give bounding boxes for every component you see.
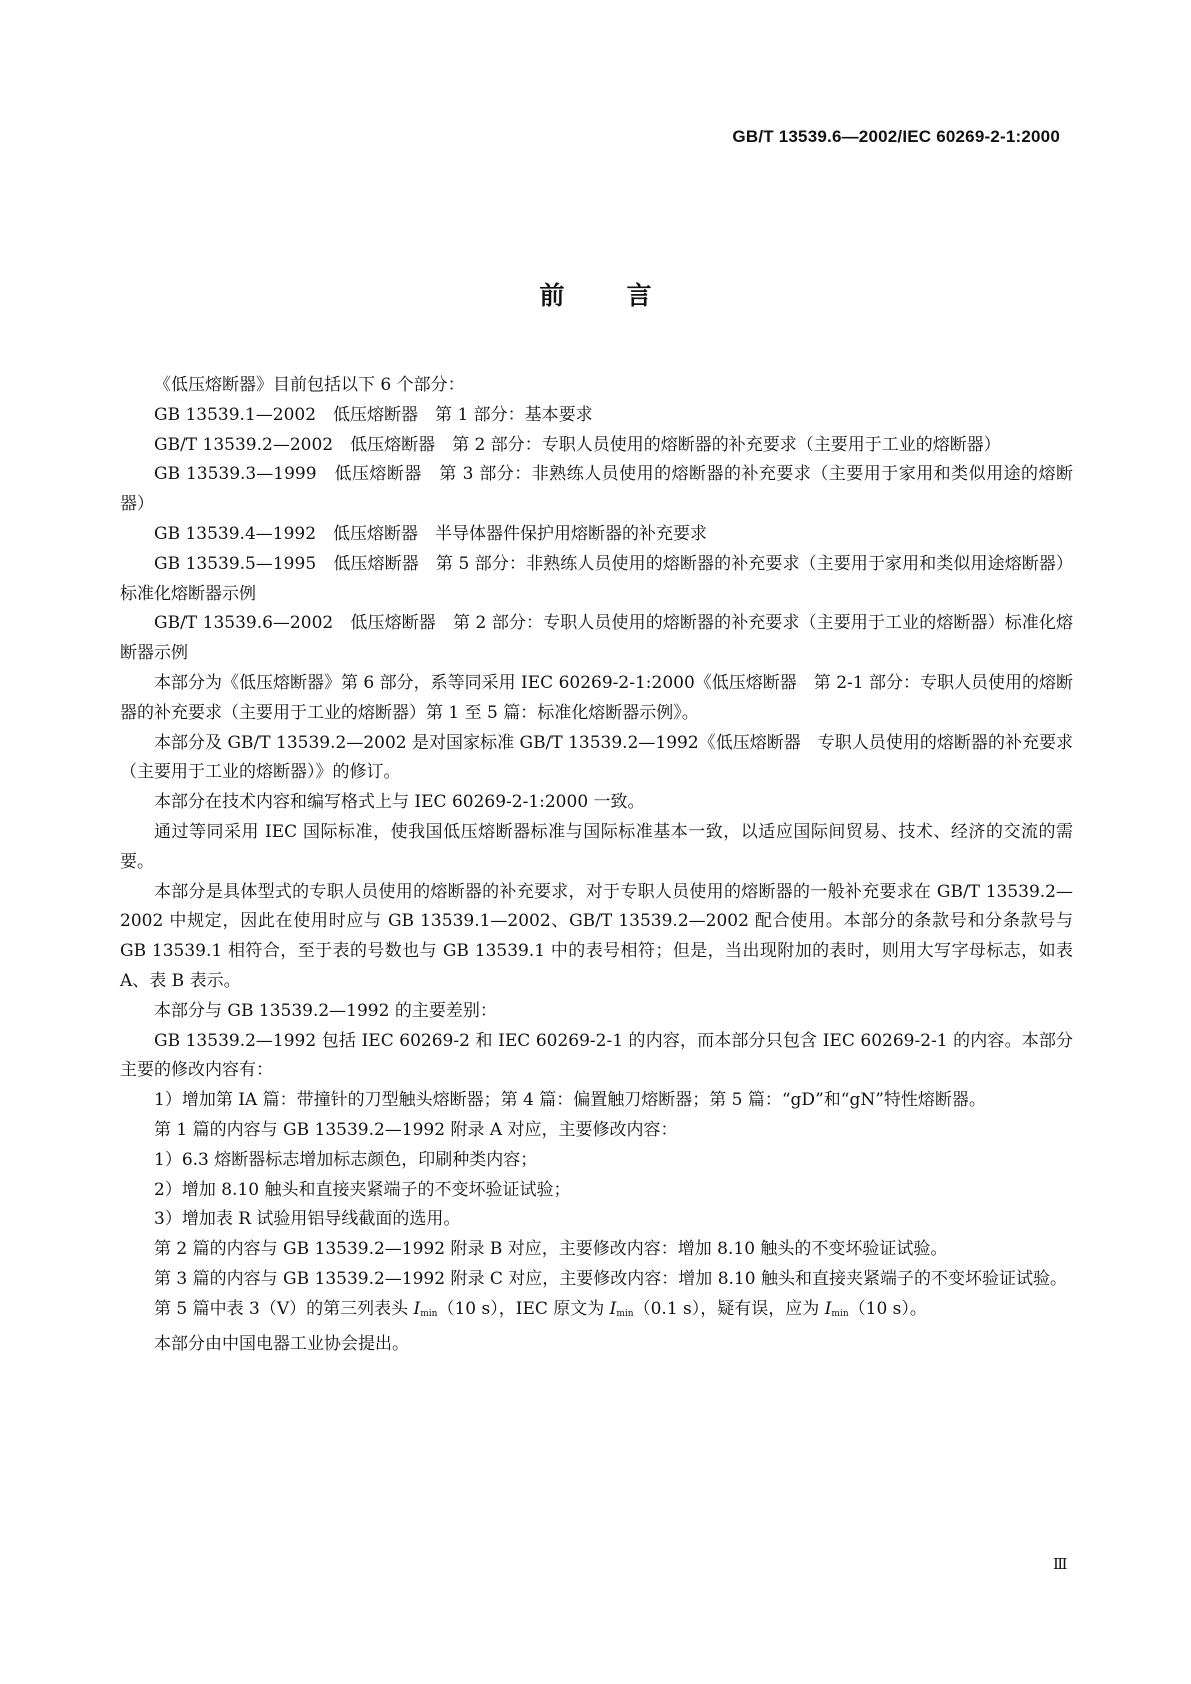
current-subscript: min bbox=[420, 1308, 438, 1319]
paragraph: 《低压熔断器》目前包括以下 6 个部分： bbox=[154, 375, 465, 395]
paragraph: 本部分是具体型式的专职人员使用的熔断器的补充要求，对于专职人员使用的熔断器的一般补充要求在 GB/T 13539.2—2002 中规定，因此在使用时应与 GB 13539.1—2002、GB/T 13539.2—2002 配合使用。本部分的条款号和分条款号与 GB 13539.1 相符合，至于表的号数也与 GB 13539.1 中的表号相符；但是，当出现附加的表时，则用大写字母标志，如表 A、表 B 表示。 bbox=[120, 881, 1073, 991]
paragraph: GB 13539.1—2002 低压熔断器 第 1 部分：基本要求 bbox=[154, 404, 593, 425]
paragraph: 3）增加表 R 试验用铝导线截面的选用。 bbox=[154, 1209, 461, 1230]
paragraph: GB 13539.3—1999 低压熔断器 第 3 部分：非熟练人员使用的熔断器的补充要求（主要用于家用和类似用途的熔断器） bbox=[120, 464, 1073, 515]
note-value: （10 s）。 bbox=[848, 1298, 927, 1319]
paragraph: GB 13539.5—1995 低压熔断器 第 5 部分：非熟练人员使用的熔断器的补充要求（主要用于家用和类似用途熔断器）标准化熔断器示例 bbox=[120, 553, 1073, 604]
paragraph: 第 3 篇的内容与 GB 13539.2—1992 附录 C 对应，主要修改内容：增加 8.10 触头和直接夹紧端子的不变坏验证试验。 bbox=[154, 1268, 1067, 1289]
paragraph: 第 1 篇的内容与 GB 13539.2—1992 附录 A 对应，主要修改内容： bbox=[154, 1119, 678, 1140]
paragraph: 通过等同采用 IEC 国际标准，使我国低压熔断器标准与国际标准基本一致，以适应国际间贸易、技术、经济的交流的需要。 bbox=[120, 821, 1073, 872]
paragraph: 本部分在技术内容和编写格式上与 IEC 60269-2-1:2000 一致。 bbox=[154, 792, 645, 813]
paragraph: 本部分与 GB 13539.2—1992 的主要差别： bbox=[154, 1000, 497, 1021]
page-title: 前言 bbox=[539, 281, 714, 310]
standard-number: GB/T 13539.6—2002/IEC 60269-2-1:2000 bbox=[732, 127, 1060, 146]
note-value: （0.1 s），疑有误，应为 bbox=[633, 1298, 825, 1319]
paragraph: 2）增加 8.10 触头和直接夹紧端子的不变坏验证试验； bbox=[154, 1179, 571, 1200]
paragraph: 第 2 篇的内容与 GB 13539.2—1992 附录 B 对应，主要修改内容：增加 8.10 触头的不变坏验证试验。 bbox=[154, 1239, 948, 1260]
current-subscript: min bbox=[831, 1308, 849, 1319]
current-symbol: I bbox=[413, 1298, 421, 1319]
current-symbol: I bbox=[824, 1298, 832, 1319]
paragraph: 1）增加第 IA 篇：带撞针的刀型触头熔断器；第 4 篇：偏置触刀熔断器；第 5 篇：“gD”和“gN”特性熔断器。 bbox=[154, 1090, 986, 1111]
paragraph: GB/T 13539.6—2002 低压熔断器 第 2 部分：专职人员使用的熔断器的补充要求（主要用于工业的熔断器）标准化熔断器示例 bbox=[120, 613, 1073, 664]
current-symbol: I bbox=[609, 1298, 617, 1319]
page-number: Ⅲ bbox=[1053, 1555, 1068, 1573]
paragraph: 本部分为《低压熔断器》第 6 部分，系等同采用 IEC 60269-2-1:2000《低压熔断器 第 2-1 部分：专职人员使用的熔断器的补充要求（主要用于工业的熔断器）第 1 至 5 篇：标准化熔断器示例》。 bbox=[120, 672, 1073, 723]
foreword-body bbox=[120, 371, 1073, 1359]
paragraph: 1）6.3 熔断器标志增加标志颜色，印刷种类内容； bbox=[154, 1149, 538, 1170]
closing-paragraph: 本部分由中国电器工业协会提出。 bbox=[154, 1333, 409, 1354]
paragraph: GB/T 13539.2—2002 低压熔断器 第 2 部分：专职人员使用的熔断器的补充要求（主要用于工业的熔断器） bbox=[154, 434, 1001, 455]
correction-note bbox=[120, 1295, 1073, 1330]
note-value: （10 s），IEC 原文为 bbox=[437, 1298, 610, 1319]
current-subscript: min bbox=[616, 1308, 634, 1319]
paragraph: 本部分及 GB/T 13539.2—2002 是对国家标准 GB/T 13539.2—1992《低压熔断器 专职人员使用的熔断器的补充要求（主要用于工业的熔断器）》的修订。 bbox=[120, 732, 1073, 783]
note-prefix: 第 5 篇中表 3（Ⅴ）的第三列表头 bbox=[154, 1298, 414, 1319]
paragraph: GB 13539.2—1992 包括 IEC 60269-2 和 IEC 60269-2-1 的内容，而本部分只包含 IEC 60269-2-1 的内容。本部分主要的修改内容有： bbox=[120, 1030, 1073, 1081]
paragraph: GB 13539.4—1992 低压熔断器 半导体器件保护用熔断器的补充要求 bbox=[154, 523, 708, 544]
